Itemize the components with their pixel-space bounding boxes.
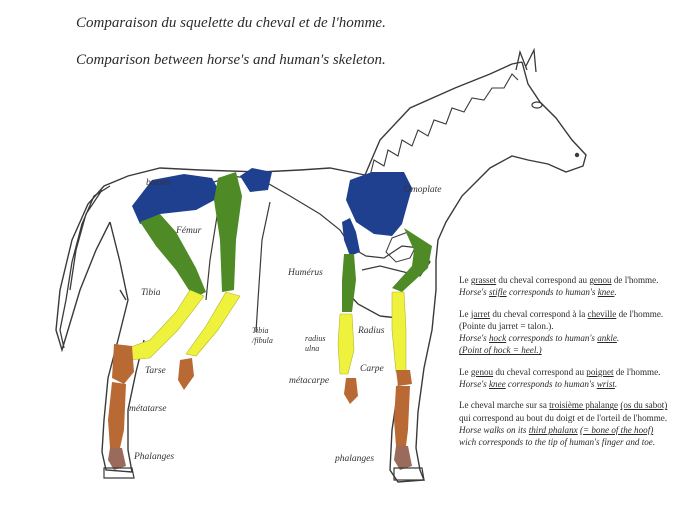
fore-phalanges-bone [394, 446, 412, 470]
note-hock-en-2: (Point of hock = heel.) [459, 345, 542, 356]
note-phalanx-en-2: wich corresponds to the tip of human's finger and toe. [459, 437, 656, 448]
note-stifle [459, 274, 695, 299]
label-tibia-fibula: Tibia /fibula [252, 326, 273, 345]
metatarsus-bone [108, 382, 126, 448]
human-radius-bone [338, 314, 354, 374]
scapula-bone [346, 172, 412, 236]
note-knee-en: Horse's knee corresponds to human's wrist. [459, 379, 618, 390]
horse-nostril [575, 153, 579, 157]
label-radius-ulna: radius ulna [305, 334, 326, 353]
horse-eye [532, 102, 542, 108]
human-hand-bone [344, 378, 358, 404]
label-phalanges-left: Phalanges [134, 452, 175, 462]
notes-block [459, 274, 695, 458]
note-phalanx-en-1: Horse walks on its third phalanx (= bone of the hoof) [459, 424, 654, 435]
note-phalanx-fr-1: Le cheval marche sur sa troisième phalange (os du sabot) [459, 400, 668, 411]
human-humerus-bone [342, 254, 356, 312]
hock-bone [112, 344, 134, 384]
label-radius: Radius [358, 326, 385, 336]
label-carpe: Carpe [360, 364, 384, 374]
horse-ears [516, 50, 536, 72]
label-phalanges-right: phalanges [335, 454, 375, 464]
metacarpus-bone [394, 386, 410, 446]
carpus-bone [396, 370, 412, 386]
human-femur-bone [214, 172, 242, 292]
title-english: Comparison between horse's and human's skeleton. [76, 52, 386, 68]
hind-phalanges-bone [108, 448, 126, 470]
humerus-bone [392, 228, 432, 292]
label-tarse: Tarse [145, 366, 166, 376]
label-omoplate: Omoplate [404, 185, 442, 195]
note-hock-fr: Le jarret du cheval correspond à la cheville de l'homme. [459, 308, 664, 319]
note-phalanx-fr-2: qui correspond au bout du doigt et de l'orteil de l'homme. [459, 412, 668, 423]
note-knee [459, 366, 695, 391]
label-femur: Fémur [176, 226, 202, 236]
radius-bone [392, 292, 406, 372]
label-metacarpe: métacarpe [289, 376, 330, 386]
note-hock-en: Horse's hock corresponds to human's ankle. [459, 333, 620, 344]
label-tibia: Tibia [141, 288, 161, 298]
note-knee-fr: Le genou du cheval correspond au poignet de l'homme. [459, 366, 661, 377]
label-metatarse: métatarse [129, 404, 167, 414]
human-foot-bone [178, 358, 194, 390]
human-scapula-bone [342, 218, 360, 256]
horse-mane [370, 74, 518, 176]
note-hock [459, 308, 695, 357]
label-humerus: Humérus [288, 268, 323, 278]
note-stifle-en: Horse's stifle corresponds to human's knee. [459, 287, 617, 298]
label-bassin: bassin [146, 178, 171, 188]
note-hock-fr-2: (Pointe du jarret = talon.). [459, 320, 554, 331]
note-stifle-fr: Le grasset du cheval correspond au genou de l'homme. [459, 275, 659, 285]
note-phalanx [459, 399, 695, 448]
title-french: Comparaison du squelette du cheval et de l'homme. [76, 15, 386, 31]
